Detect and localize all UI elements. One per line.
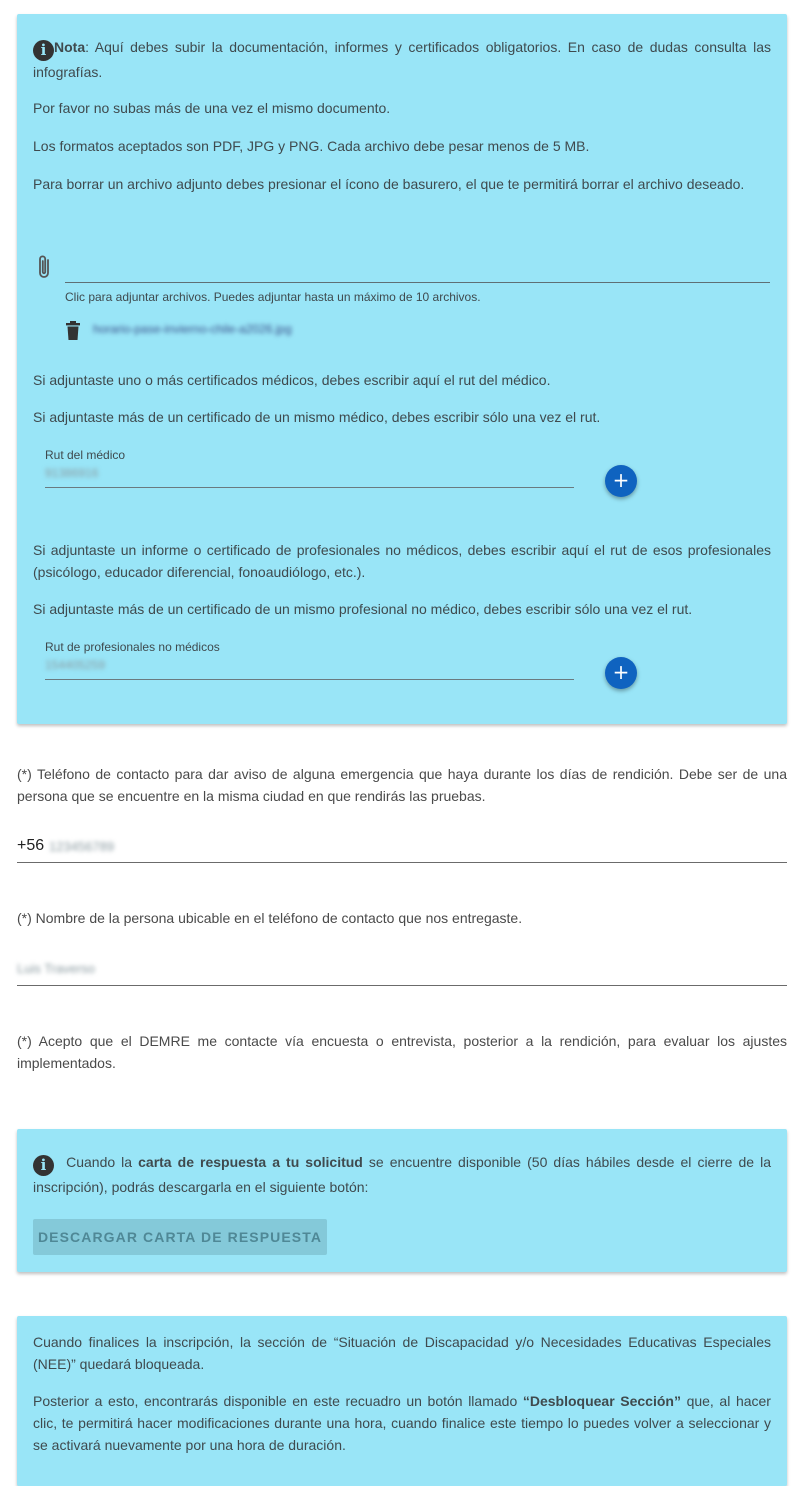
professional-rut-input[interactable]: 154405259 <box>45 658 106 672</box>
note-label: Nota <box>54 39 86 55</box>
attach-input[interactable] <box>65 282 770 283</box>
paperclip-icon[interactable] <box>35 254 55 280</box>
professional-instructions-2: Si adjuntaste más de un certificado de un mismo profesional no médico, debes escribir sólo una vez el rut. <box>33 601 693 617</box>
trash-icon[interactable] <box>65 321 81 341</box>
response-letter-text: i Cuando la carta de respuesta a tu solicitud se encuentre disponible (50 días hábiles desde el cierre de la inscripción), podrás descargarla en el siguiente botón: <box>33 1154 772 1195</box>
consent-text[interactable]: (*) Acepto que el DEMRE me contacte vía encuesta o entrevista, posterior a la rendición, para evaluar los ajustes implementados. <box>17 1033 787 1071</box>
section-lock-card <box>17 1316 787 1486</box>
note-paragraph: i Nota: Aquí debes subir la documentación, informes y certificados obligatorios. En caso de dudas consulta las infografías. <box>33 39 771 80</box>
medic-rut-label: Rut del médico <box>45 448 126 462</box>
section-lock-text-1: Cuando finalices la inscripción, la sección de “Situación de Discapacidad y/o Necesidades Educativas Especiales (NEE)” quedará bloqueada. <box>33 1334 771 1372</box>
contact-name-underline <box>17 985 787 986</box>
phone-question: (*) Teléfono de contacto para dar aviso de alguna emergencia que haya durante los días de rendición. Debe ser de una persona que se encuentre en la misma ciudad en que rendirás las pruebas. <box>17 766 787 804</box>
info-icon: i <box>33 40 54 61</box>
phone-prefix: +56 <box>17 837 45 854</box>
no-duplicate-text: Por favor no subas más de una vez el mismo documento. <box>33 100 391 116</box>
medic-instructions-2: Si adjuntaste más de un certificado de un mismo médico, debes escribir sólo una vez el rut. <box>33 409 601 425</box>
phone-underline <box>17 862 787 863</box>
delete-instructions-text: Para borrar un archivo adjunto debes presionar el ícono de basurero, el que te permitirá borrar el archivo deseado. <box>33 176 745 192</box>
add-professional-rut-button[interactable]: + <box>605 657 637 689</box>
attach-hint: Clic para adjuntar archivos. Puedes adjuntar hasta un máximo de 10 archivos. <box>65 290 481 304</box>
medic-rut-underline <box>45 487 574 488</box>
upload-notice-card <box>17 14 787 724</box>
info-icon: i <box>33 1155 54 1176</box>
medic-instructions-1: Si adjuntaste uno o más certificados médicos, debes escribir aquí el rut del médico. <box>33 372 551 388</box>
formats-text: Los formatos aceptados son PDF, JPG y PNG. Cada archivo debe pesar menos de 5 MB. <box>33 138 590 154</box>
attached-file-name[interactable]: horario-pase-invierno-chile-a2026.jpg <box>93 322 292 336</box>
professional-rut-underline <box>45 679 574 680</box>
phone-input[interactable]: 123456789 <box>49 839 115 854</box>
section-lock-text-2: Posterior a esto, encontrarás disponible en este recuadro un botón llamado “Desbloquear Sección” que, al hacer clic, te permitirá hacer modificaciones durante una hora, cuando finalice este tiempo lo puedes volver a seleccionar y se activará nuevamente por una hora de duración. <box>33 1393 771 1453</box>
professional-rut-label: Rut de profesionales no médicos <box>45 640 220 654</box>
contact-name-question: (*) Nombre de la persona ubicable en el teléfono de contacto que nos entregaste. <box>17 910 523 926</box>
professional-instructions-1: Si adjuntaste un informe o certificado de profesionales no médicos, debes escribir aquí el rut de esos profesionales (psicólogo, educador diferencial, fonoaudiólogo, etc.). <box>33 542 771 580</box>
contact-name-input[interactable]: Luis Traverso <box>17 961 96 976</box>
medic-rut-input[interactable]: 91386916 <box>45 466 99 480</box>
download-response-letter-button[interactable]: DESCARGAR CARTA DE RESPUESTA <box>33 1219 327 1255</box>
response-letter-card <box>17 1129 787 1272</box>
add-medic-rut-button[interactable]: + <box>605 465 637 497</box>
